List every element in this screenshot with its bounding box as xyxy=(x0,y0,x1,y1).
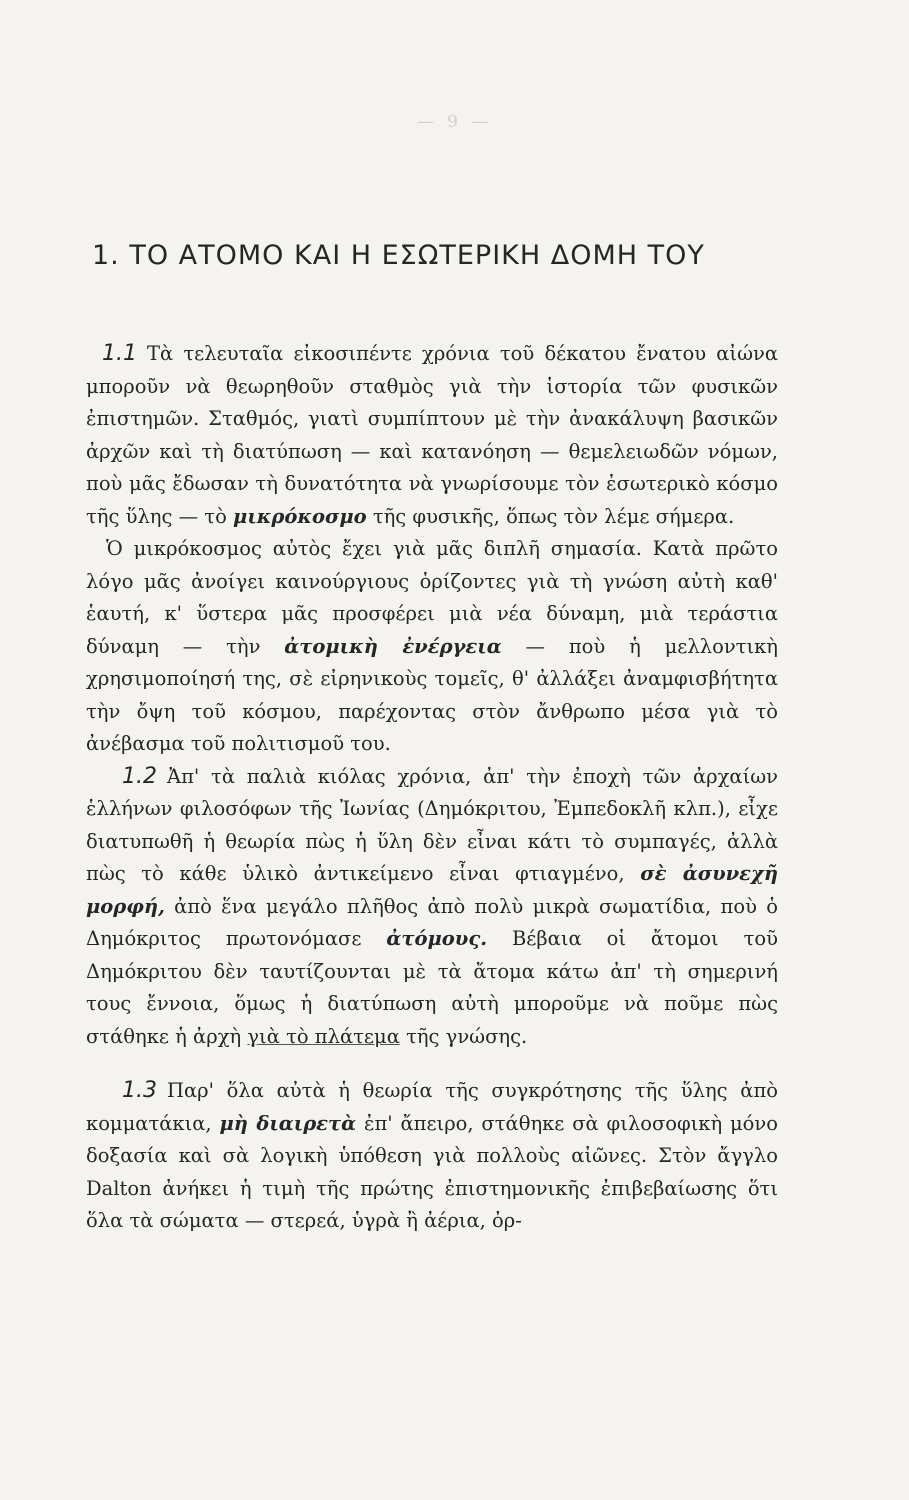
section-1-1-paragraph-2: Ὁ μικρόκοσμος αὐτὸς ἔχει γιὰ μᾶς διπλῆ σημασία. Κατὰ πρῶτο λόγο μᾶς ἀνοίγει καινούργιους ὁρίζοντες γιὰ τὴ γνώση αὐτὴ καθ' ἑαυτή, κ' ὕστερα μᾶς προσφέρει μιὰ νέα δύναμη, μιὰ τεράστια δύναμη — τὴν ἀτομικὴ ἐνέργεια — ποὺ ἡ μελλοντικὴ χρησιμοποίησή της, σὲ εἰρηνικοὺς τομεῖς, θ' ἀλλάξει ἀναμφισβήτητα τὴν ὄψη τοῦ κόσμου, παρέχοντας στὸν ἄνθρωπο μέσα γιὰ τὸ ἀνέβασμα τοῦ πολιτισμοῦ του. xyxy=(86,537,778,755)
section-number: 1.1 xyxy=(102,341,137,366)
body-text xyxy=(86,338,778,1238)
emphasis-term: μικρόκοσμο xyxy=(233,504,367,528)
page-number: — 9 — xyxy=(416,112,493,132)
section-1-2-paragraph: 1.2 Ἀπ' τὰ παλιὰ κιόλας χρόνια, ἀπ' τὴν ἐποχὴ τῶν ἀρχαίων ἑλλήνων φιλοσόφων τῆς Ἰωνίας (Δημόκριτου, Ἐμπεδοκλῆ κλπ.), εἶχε διατυπωθῆ ἡ θεωρία πὼς ἡ ὕλη δὲν εἶναι κάτι τὸ συμπαγές, ἀλλὰ πὼς τὸ κάθε ὑλικὸ ἀντικείμενο εἶναι φτιαγμένο, σὲ ἀσυνεχῆ μορφή, ἀπὸ ἕνα μεγάλο πλῆθος ἀπὸ πολὺ μικρὰ σωματίδια, ποὺ ὁ Δημόκριτος πρωτονόμασε ἀτόμους. Βέβαια οἱ ἄτομοι τοῦ Δημόκριτου δὲν ταυτίζουνται μὲ τὰ ἄτομα κάτω ἀπ' τὴ σημερινή τους ἔννοια, ὅμως ἡ διατύπωση αὐτὴ μποροῦμε νὰ ποῦμε πὼς στάθηκε ἡ ἀρχὴ γιὰ τὸ πλάτεμα τῆς γνώσης. xyxy=(86,763,779,1048)
underlined-phrase: γιὰ τὸ πλάτεμα xyxy=(247,1024,400,1048)
section-number: 1.2 xyxy=(122,763,157,789)
section-1-3-paragraph: 1.3 Παρ' ὅλα αὐτὰ ἡ θεωρία τῆς συγκρότησης τῆς ὕλης ἀπὸ κομματάκια, μὴ διαιρετὰ ἐπ' ἄπειρο, στάθηκε σὰ φιλοσοφικὴ μόνο δοξασία καὶ σὰ λογικὴ ὑπόθεση γιὰ πολλοὺς αἰῶνες. Στὸν ἄγγλο Dalton ἀνήκει ἡ τιμὴ τῆς πρώτης ἐπιστημονικῆς ἐπιβεβαίωσης ὅτι ὅλα τὰ σώματα — στερεά, ὑγρὰ ἢ ἀέρια, ὀρ- xyxy=(86,1078,779,1232)
section-number: 1.3 xyxy=(122,1078,157,1103)
chapter-title: 1. ΤΟ ΑΤΟΜΟ ΚΑΙ Η ΕΣΩΤΕΡΙΚΗ ΔΟΜΗ ΤΟΥ xyxy=(92,240,705,271)
emphasis-term: σὲ ἀσυνεχῆ μορφή, xyxy=(86,862,779,918)
section-1-1-paragraph-1: 1.1 Τὰ τελευταῖα εἰκοσιπέντε χρόνια τοῦ δέκατου ἔνατου αἰώνα μποροῦν νὰ θεωρηθοῦν σταθμὸς γιὰ τὴν ἱστορία τῶν φυσικῶν ἐπιστημῶν. Σταθμός, γιατὶ συμπίπτουν μὲ τὴν ἀνακάλυψη βασικῶν ἀρχῶν καὶ τὴ διατύπωση — καὶ κατανόηση — θεμελειωδῶν νόμων, ποὺ μᾶς ἔδωσαν τὴ δυνατότητα νὰ γνωρίσουμε τὸν ἐσωτερικὸ κόσμο τῆς ὕλης — τὸ μικρόκοσμο τῆς φυσικῆς, ὅπως τὸν λέμε σήμερα. xyxy=(86,341,778,528)
emphasis-term: ἀτόμους. xyxy=(386,927,487,950)
emphasis-term: μὴ διαιρετὰ xyxy=(219,1111,357,1135)
emphasis-term: ἀτομικὴ ἐνέργεια xyxy=(284,634,502,658)
